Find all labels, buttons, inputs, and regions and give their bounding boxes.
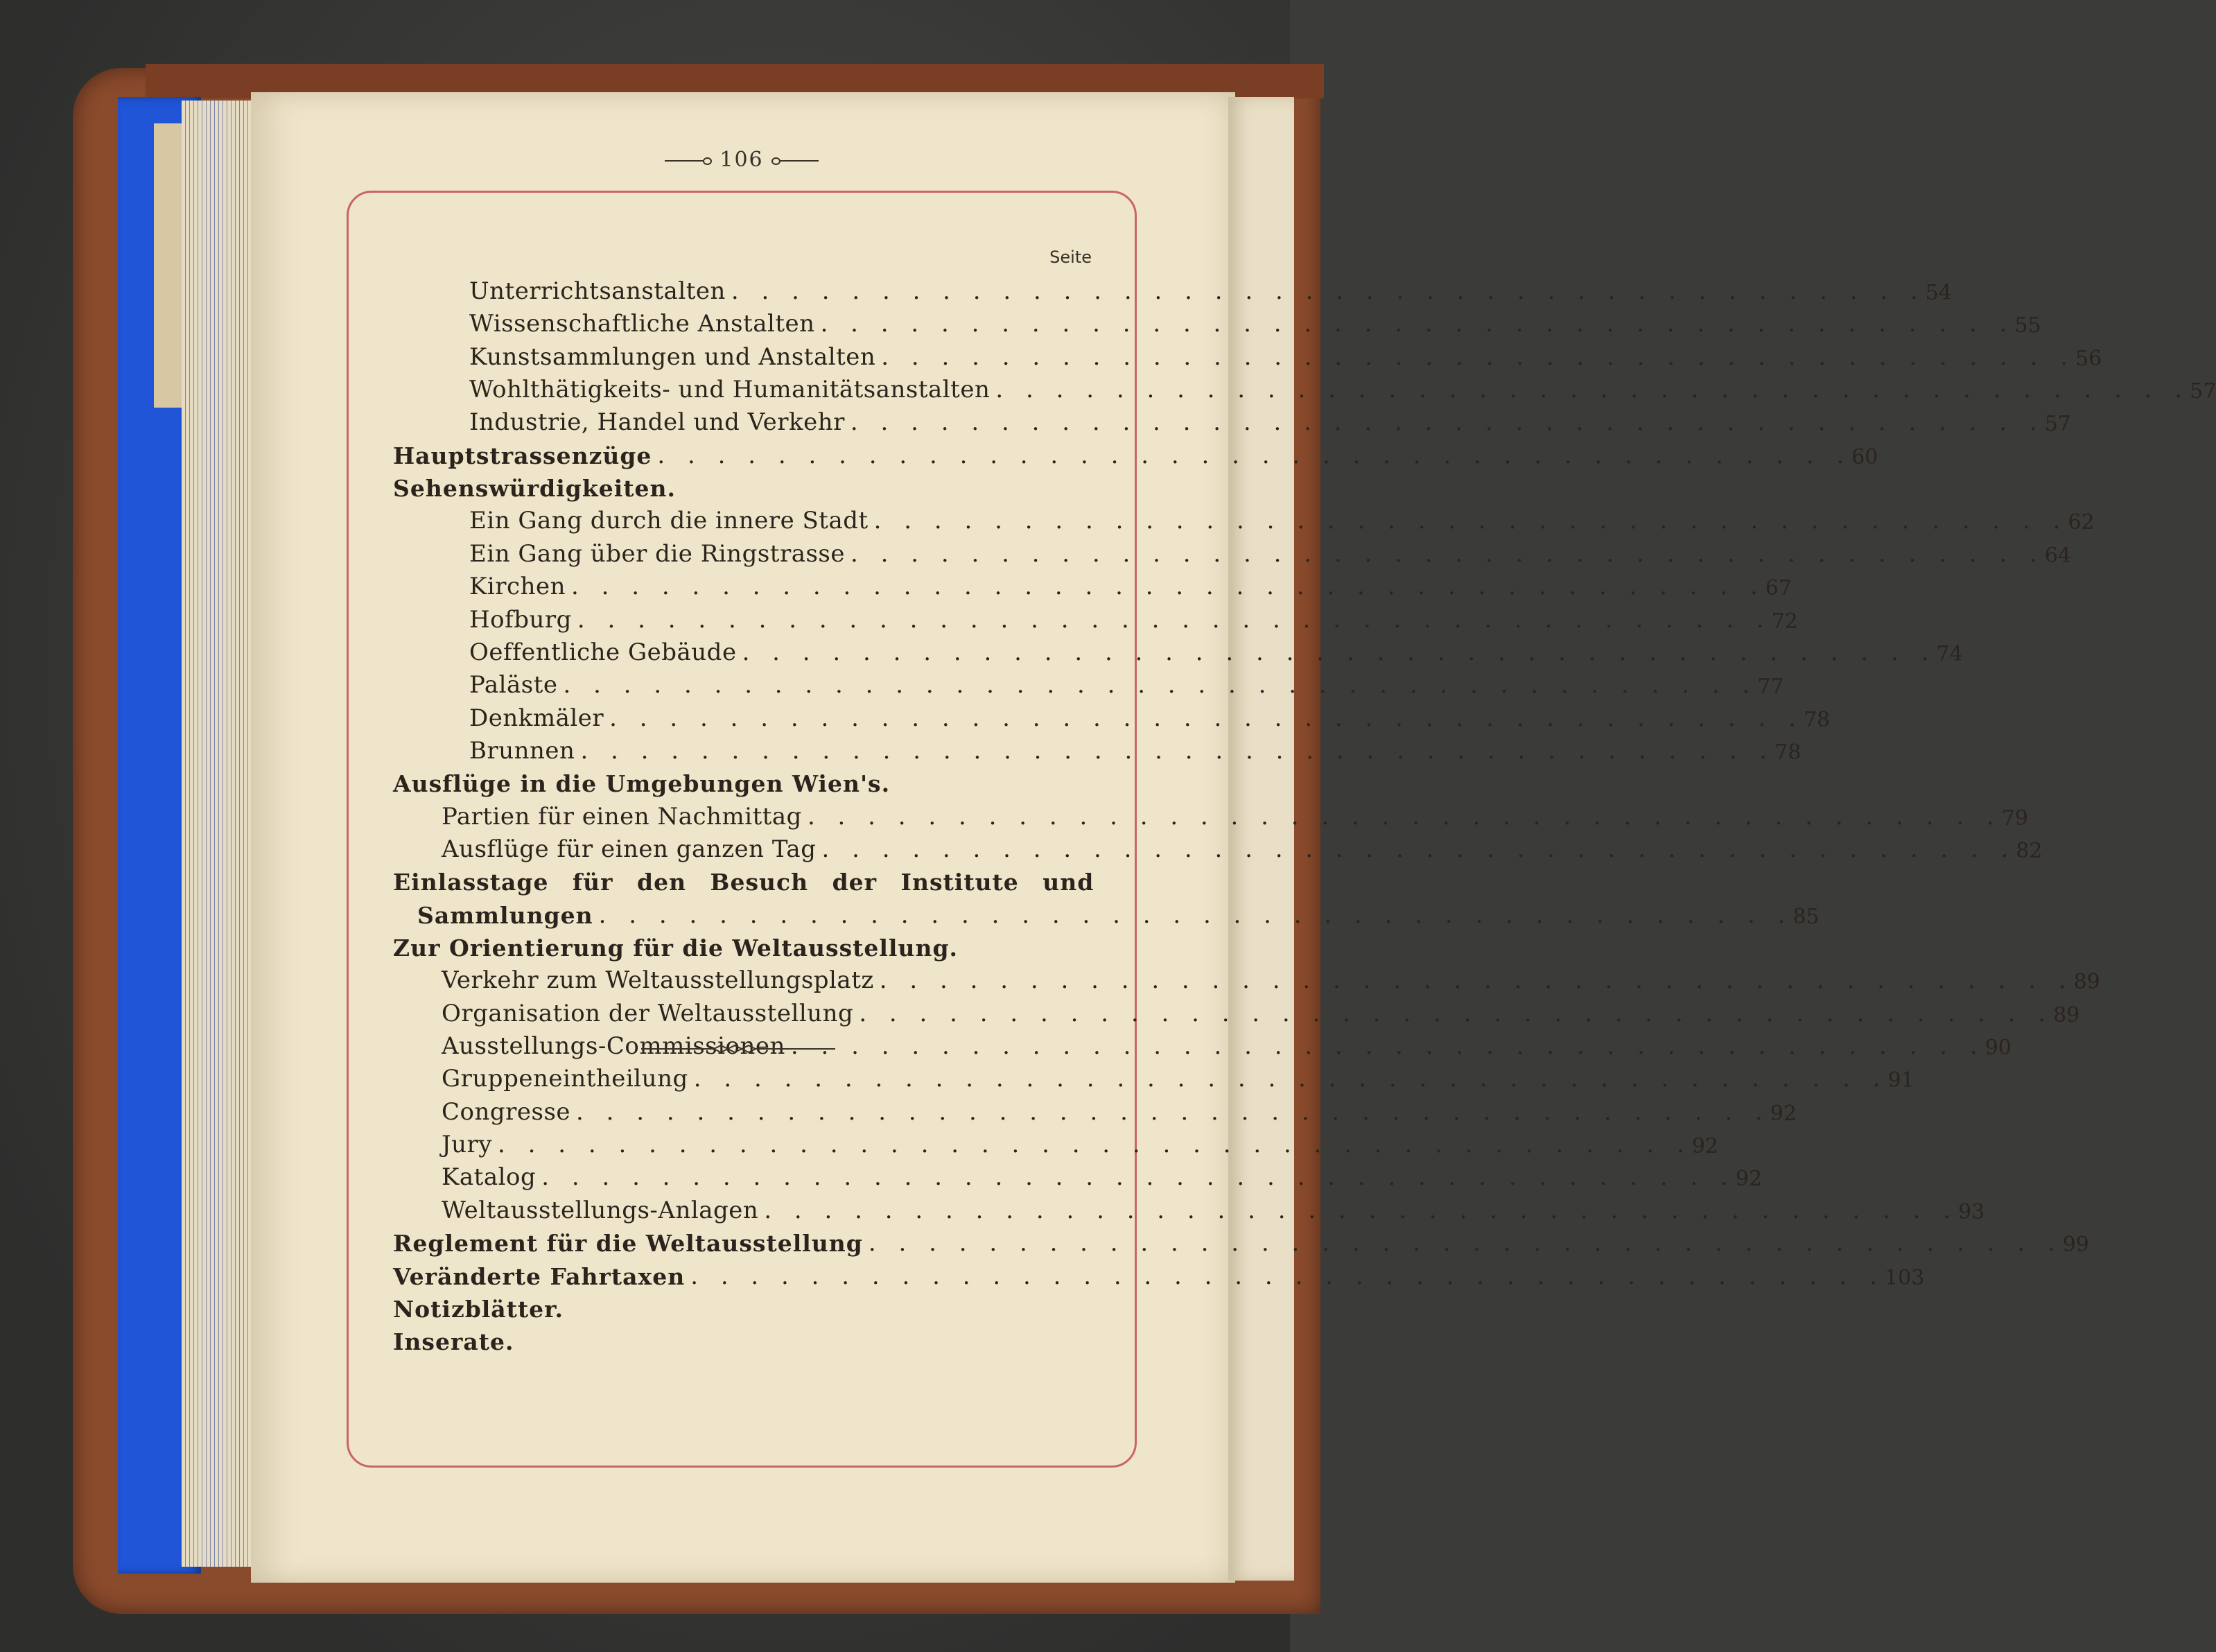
toc-leader-dots: . . . . . . . . . . . . . . . . . . . . . . . . . . . . . . . . . . . . . . . . [580, 737, 1775, 765]
toc-entry [393, 865, 1094, 896]
toc-leader-dots: . . . . . . . . . . . . . . . . . . . . . . . . . . . . . . . . . . . . . . . . [850, 540, 2045, 568]
toc-entry-label: Kirchen [469, 573, 566, 600]
toc-entry [442, 1128, 1718, 1158]
toc-entry [442, 1194, 1985, 1224]
toc-entry-label: Ausstellungs-Commissionen [442, 1032, 785, 1060]
toc-leader-dots: . . . . . . . . . . . . . . . . . . . . . . . . . . . . . . . . . . . . . . . . [820, 310, 2015, 338]
toc-entry-page: 89 [2053, 1003, 2080, 1027]
toc-entry-page: 62 [2068, 510, 2095, 534]
toc-leader-dots: . . . . . . . . . . . . . . . . . . . . . . . . . . . . . . . . . . . . . . . . [690, 1262, 1885, 1290]
toc-leader-dots: . . . . . . . . . . . . . . . . . . . . . . . . . . . . . . . . . . . . . . . . [576, 1098, 1770, 1126]
toc-entry-page: 77 [1757, 675, 1784, 699]
toc-entry-page: 92 [1736, 1167, 1763, 1191]
page-number-text: 106 [719, 148, 764, 172]
toc-entry [469, 603, 1798, 634]
toc-entry-label: Notizblätter. [393, 1296, 564, 1323]
toc-leader-dots: . . . . . . . . . . . . . . . . . . . . . . . . . . . . . . . . . . . . . . . . [609, 704, 1804, 732]
toc-leader-dots: . . . . . . . . . . . . . . . . . . . . . . . . . . . . . . . . . . . . . . . . [598, 901, 1793, 929]
toc-entry-page: 72 [1771, 609, 1798, 634]
toc-entry-page: 92 [1770, 1102, 1797, 1126]
toc-entry-label: Sehenswürdigkeiten. [393, 475, 676, 502]
toc-entry [393, 1260, 1925, 1290]
toc-entry-label: Paläste [469, 671, 558, 699]
toc-leader-dots: . . . . . . . . . . . . . . . . . . . . . . . . . . . . . . . . . . . . . . . . [657, 442, 1852, 469]
toc-entry-label: Katalog [442, 1163, 536, 1191]
toc-entry-label: Sammlungen [417, 902, 593, 929]
toc-leader-dots: . . . . . . . . . . . . . . . . . . . . . . . . . . . . . . . . . . . . . . . . [859, 1000, 2054, 1027]
toc-leader-dots: . . . . . . . . . . . . . . . . . . . . . . . . . . . . . . . . . . . . . . . . [764, 1197, 1959, 1224]
toc-entry-page: 57 [2190, 379, 2216, 403]
toc-leader-dots: . . . . . . . . . . . . . . . . . . . . . . . . . . . . . . . . . . . . . . . . [571, 573, 1765, 600]
toc-entry-page: 79 [2001, 806, 2028, 831]
toc-entry-page: 89 [2073, 970, 2100, 994]
toc-entry [442, 1160, 1763, 1191]
toc-leader-dots: . . . . . . . . . . . . . . . . . . . . . . . . . . . . . . . . . . . . . . . . [881, 343, 2076, 371]
toc-entry-label: Hofburg [469, 606, 572, 634]
toc-entry-label: Congresse [442, 1098, 571, 1126]
toc-entry-label: Hauptstrassenzüge [393, 442, 652, 469]
toc-entry-page: 99 [2062, 1233, 2089, 1257]
toc-entry-label: Verkehr zum Weltausstellungsplatz [442, 966, 874, 994]
toc-entry-page: 78 [1803, 708, 1831, 732]
toc-entry-page: 57 [2044, 412, 2071, 436]
toc-entry [469, 668, 1784, 699]
toc-entry [393, 471, 1090, 502]
divider-ornament-icon [641, 1042, 835, 1056]
toc-entry-label: Wohlthätigkeits- und Humanitätsanstalten [469, 376, 991, 403]
toc-entry-label: Organisation der Weltausstellung [442, 1000, 854, 1027]
toc-entry [393, 439, 1878, 469]
toc-entry [393, 1226, 2089, 1257]
toc-leader-dots: . . . . . . . . . . . . . . . . . . . . . . . . . . . . . . . . . . . . . . . . [995, 376, 2190, 403]
toc-entry [469, 702, 1831, 732]
toc-leader-dots: . . . . . . . . . . . . . . . . . . . . . . . . . . . . . . . . . . . . . . . . [790, 1032, 1985, 1060]
toc-entry [469, 734, 1801, 765]
toc-leader-dots: . . . . . . . . . . . . . . . . . . . . . . . . . . . . . . . . . . . . . . . . [873, 507, 2068, 534]
toc-entry [469, 504, 2095, 534]
toc-entry-page: 56 [2075, 347, 2102, 371]
toc-entry-page: 78 [1774, 740, 1801, 765]
toc-entry [469, 636, 1963, 666]
toc-leader-dots: . . . . . . . . . . . . . . . . . . . . . . . . . . . . . . . . . . . . . . . . [807, 803, 2002, 831]
toc-entry-label: Ausflüge für einen ganzen Tag [442, 835, 817, 863]
toc-entry-page: 82 [2016, 839, 2043, 863]
toc-entry-label: Ausflüge in die Umgebungen Wien's. [393, 770, 891, 797]
toc-leader-dots: . . . . . . . . . . . . . . . . . . . . . . . . . . . . . . . . . . . . . . . . [577, 606, 1772, 634]
toc-entry-page: 90 [1984, 1036, 2012, 1060]
toc-entry-page: 67 [1765, 576, 1792, 600]
toc-entry-label: Weltausstellungs-Anlagen [442, 1197, 759, 1224]
toc-entry [393, 1292, 1090, 1323]
toc-entry-page: 64 [2044, 544, 2071, 568]
toc-entry-page: 74 [1936, 642, 1963, 666]
column-label: Seite [1049, 247, 1092, 267]
toc-entry-label: Kunstsammlungen und Anstalten [469, 343, 876, 371]
toc-entry-label: Wissenschaftliche Anstalten [469, 310, 815, 338]
toc-entry-label: Partien für einen Nachmittag [442, 803, 802, 831]
toc-entry [393, 767, 1090, 797]
toc-entry-page: 55 [2014, 313, 2041, 338]
toc-entry-label: Denkmäler [469, 704, 604, 732]
toc-entry [469, 537, 2071, 568]
toc-leader-dots: . . . . . . . . . . . . . . . . . . . . . . . . . . . . . . . . . . . . . . . . [821, 835, 2016, 863]
toc-entry [469, 373, 2216, 403]
toc-entry-label: Inserate. [393, 1328, 514, 1355]
toc-entry [469, 406, 2071, 436]
toc-leader-dots: . . . . . . . . . . . . . . . . . . . . . . . . . . . . . . . . . . . . . . . . [563, 671, 1758, 699]
toc-entry [442, 800, 2028, 831]
toc-leader-dots: . . . . . . . . . . . . . . . . . . . . . . . . . . . . . . . . . . . . . . . . [850, 408, 2045, 436]
toc-entry-label: Einlasstage für den Besuch der Institute und [393, 869, 1094, 896]
toc-entry [442, 997, 2080, 1027]
toc-entry-label: Veränderte Fahrtaxen [393, 1263, 686, 1290]
toc-entry [393, 931, 1090, 962]
toc-entry [442, 833, 2043, 863]
toc-entry-page: 54 [1925, 281, 1952, 305]
toc-leader-dots: . . . . . . . . . . . . . . . . . . . . . . . . . . . . . . . . . . . . . . . . [693, 1065, 1888, 1093]
toc-leader-dots: . . . . . . . . . . . . . . . . . . . . . . . . . . . . . . . . . . . . . . . . [498, 1131, 1692, 1158]
toc-leader-dots: . . . . . . . . . . . . . . . . . . . . . . . . . . . . . . . . . . . . . . . . [868, 1229, 2063, 1257]
toc-entry-label: Industrie, Handel und Verkehr [469, 408, 845, 436]
toc-entry [442, 1095, 1797, 1126]
toc-entry-label: Gruppeneintheilung [442, 1065, 688, 1093]
toc-leader-dots: . . . . . . . . . . . . . . . . . . . . . . . . . . . . . . . . . . . . . . . . [541, 1163, 1736, 1191]
toc-entry-label: Brunnen [469, 737, 575, 765]
toc-entry-label: Reglement für die Weltausstellung [393, 1230, 863, 1257]
toc-entry [442, 1062, 1914, 1093]
toc-leader-dots: . . . . . . . . . . . . . . . . . . . . . . . . . . . . . . . . . . . . . . . . [742, 638, 1937, 666]
toc-entry-label: Jury [442, 1131, 492, 1158]
toc-entry-label: Unterrichtsanstalten [469, 277, 726, 305]
toc-entry [469, 340, 2102, 371]
toc-entry-page: 93 [1958, 1200, 1985, 1224]
toc-entry [469, 307, 2041, 338]
toc-entry-page: 92 [1691, 1134, 1718, 1158]
toc-entry-page: 103 [1885, 1266, 1925, 1290]
toc-entry [469, 570, 1792, 600]
toc-entry [442, 964, 2100, 994]
toc-entry-label: Oeffentliche Gebäude [469, 638, 737, 666]
toc-entry [469, 275, 1952, 305]
toc-leader-dots: . . . . . . . . . . . . . . . . . . . . . . . . . . . . . . . . . . . . . . . . [731, 277, 1926, 305]
toc-entry-page: 91 [1887, 1068, 1914, 1093]
toc-entry-label: Ein Gang über die Ringstrasse [469, 540, 845, 568]
toc-entry [417, 898, 1820, 929]
toc-entry [393, 1325, 1090, 1355]
toc-entry-label: Ein Gang durch die innere Stadt [469, 507, 869, 534]
toc-entry-label: Zur Orientierung für die Weltausstellung. [393, 934, 959, 962]
toc-entry-page: 60 [1851, 445, 1878, 469]
toc-leader-dots: . . . . . . . . . . . . . . . . . . . . . . . . . . . . . . . . . . . . . . . . [879, 966, 2074, 994]
toc-entry-page: 85 [1792, 905, 1820, 929]
